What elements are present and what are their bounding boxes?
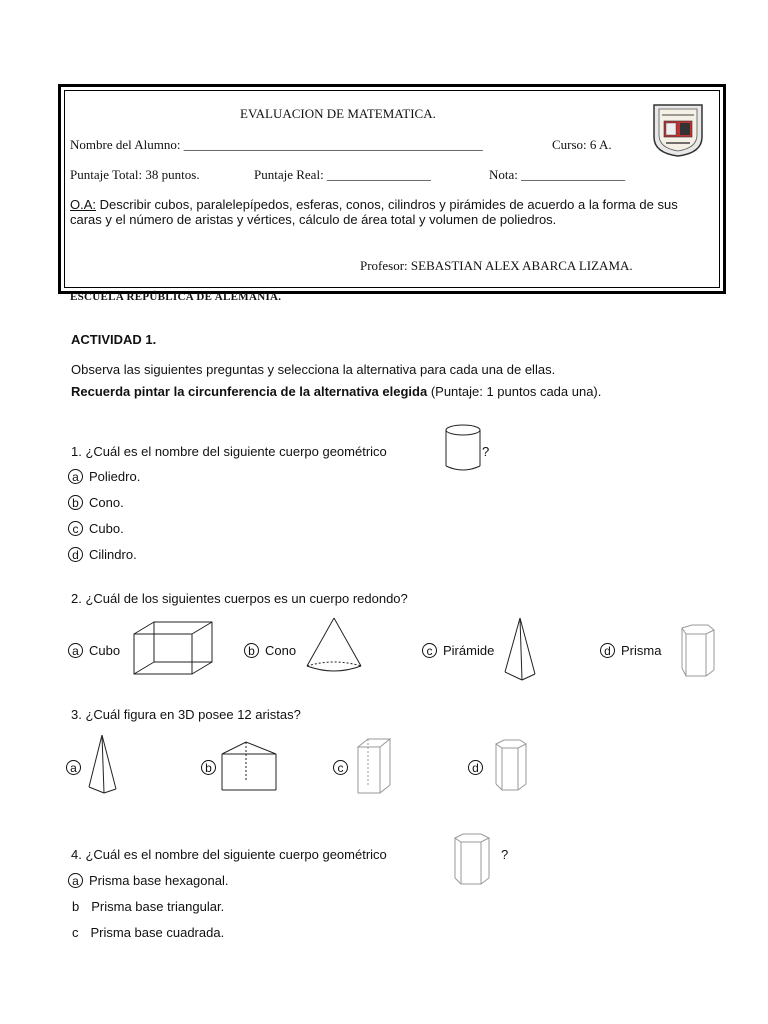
q3-option-d[interactable]	[468, 760, 483, 775]
q1-option-d[interactable]	[68, 547, 137, 562]
q3-option-b[interactable]	[201, 760, 216, 775]
q1-option-a[interactable]	[68, 469, 140, 484]
q2-option-b-label: Cono	[265, 643, 297, 658]
q4-option-b-letter[interactable]: b	[72, 899, 80, 914]
q3-option-d-circle[interactable]: d	[468, 760, 483, 775]
q2-option-d[interactable]	[600, 643, 661, 658]
cylinder-icon	[443, 424, 483, 472]
teacher-label: Profesor: SEBASTIAN ALEX ABARCA LIZAMA.	[360, 258, 633, 273]
q1-option-c[interactable]	[68, 521, 124, 536]
triangular-prism-icon	[220, 740, 278, 792]
reminder-bold: Recuerda pintar la circunferencia de la alternativa elegida	[71, 384, 428, 399]
q4-option-c[interactable]	[72, 925, 224, 940]
q1-option-b-circle[interactable]: b	[68, 495, 83, 510]
student-name-field[interactable]: Nombre del Alumno: ______________________________________________	[70, 137, 483, 152]
q1-option-a-label: Poliedro.	[89, 469, 141, 484]
q4-option-a[interactable]	[68, 873, 228, 888]
q3-option-a-circle[interactable]: a	[66, 760, 81, 775]
q2-option-c-circle[interactable]: c	[422, 643, 437, 658]
q2-option-a[interactable]	[68, 643, 120, 658]
q4-option-b-label: Prisma base triangular.	[91, 899, 225, 914]
q1-option-d-circle[interactable]: d	[68, 547, 83, 562]
pyramid-icon	[502, 616, 538, 682]
school-name: ESCUELA REPÚBLICA DE ALEMANIA.	[70, 291, 282, 303]
q1-option-c-label: Cubo.	[89, 521, 124, 536]
q4-hexagonal-prism-icon	[451, 832, 491, 888]
q4-text: 4. ¿Cuál es el nombre del siguiente cuerpo geométrico	[71, 847, 387, 862]
q2-option-d-circle[interactable]: d	[600, 643, 615, 658]
school-crest-icon	[652, 103, 704, 157]
q4-option-a-circle[interactable]: a	[68, 873, 83, 888]
q2-option-b-circle[interactable]: b	[244, 643, 259, 658]
q4-option-b[interactable]	[72, 899, 224, 914]
activity-reminder	[71, 384, 601, 399]
q3-pyramid-icon	[86, 733, 120, 795]
grade-field[interactable]: Nota: ________________	[489, 167, 626, 182]
q3-text: 3. ¿Cuál figura en 3D posee 12 aristas?	[71, 707, 301, 722]
q4-option-c-letter[interactable]: c	[72, 925, 79, 940]
q3-option-a[interactable]	[66, 760, 81, 775]
rectangular-prism-icon	[356, 737, 392, 795]
q3-hexagonal-prism-icon	[492, 738, 528, 794]
q4-option-c-label: Prisma base cuadrada.	[90, 925, 225, 940]
q1-option-b-label: Cono.	[89, 495, 124, 510]
q1-option-b[interactable]	[68, 495, 124, 510]
activity-instruction: Observa las siguientes preguntas y selecciona la alternativa para cada una de ellas.	[71, 362, 556, 377]
q2-option-a-circle[interactable]: a	[68, 643, 83, 658]
q2-option-c-label: Pirámide	[443, 643, 495, 658]
oa-prefix: O.A:	[70, 197, 97, 212]
q1-option-c-circle[interactable]: c	[68, 521, 83, 536]
cube-icon	[132, 620, 214, 678]
q1-question-mark: ?	[482, 444, 490, 459]
q2-option-d-label: Prisma	[621, 643, 662, 658]
total-score-label: Puntaje Total: 38 puntos.	[70, 167, 200, 182]
learning-objective	[70, 197, 692, 227]
cone-icon	[304, 616, 364, 676]
q2-text: 2. ¿Cuál de los siguientes cuerpos es un cuerpo redondo?	[71, 591, 408, 606]
q2-option-c[interactable]	[422, 643, 494, 658]
oa-text: Describir cubos, paralelepípedos, esferas, conos, cilindros y pirámides de acuerdo a la forma de sus caras y el número de aristas y vértices, cálculo de área total y volumen de poliedros.	[70, 197, 678, 227]
real-score-field[interactable]: Puntaje Real: ________________	[254, 167, 431, 182]
hexagonal-prism-icon	[676, 624, 716, 680]
q3-option-c-circle[interactable]: c	[333, 760, 348, 775]
course-label: Curso: 6 A.	[552, 137, 612, 152]
exam-title: EVALUACION DE MATEMATICA.	[240, 106, 436, 121]
q4-question-mark: ?	[501, 847, 509, 862]
q2-option-a-label: Cubo	[89, 643, 121, 658]
q1-text: 1. ¿Cuál es el nombre del siguiente cuerpo geométrico	[71, 444, 387, 459]
q3-option-c[interactable]	[333, 760, 348, 775]
q4-option-a-label: Prisma base hexagonal.	[89, 873, 229, 888]
activity-title: ACTIVIDAD 1.	[71, 332, 157, 347]
q1-option-a-circle[interactable]: a	[68, 469, 83, 484]
q1-option-d-label: Cilindro.	[89, 547, 137, 562]
q3-option-b-circle[interactable]: b	[201, 760, 216, 775]
reminder-rest: (Puntaje: 1 puntos cada una).	[427, 384, 602, 399]
q2-option-b[interactable]	[244, 643, 296, 658]
